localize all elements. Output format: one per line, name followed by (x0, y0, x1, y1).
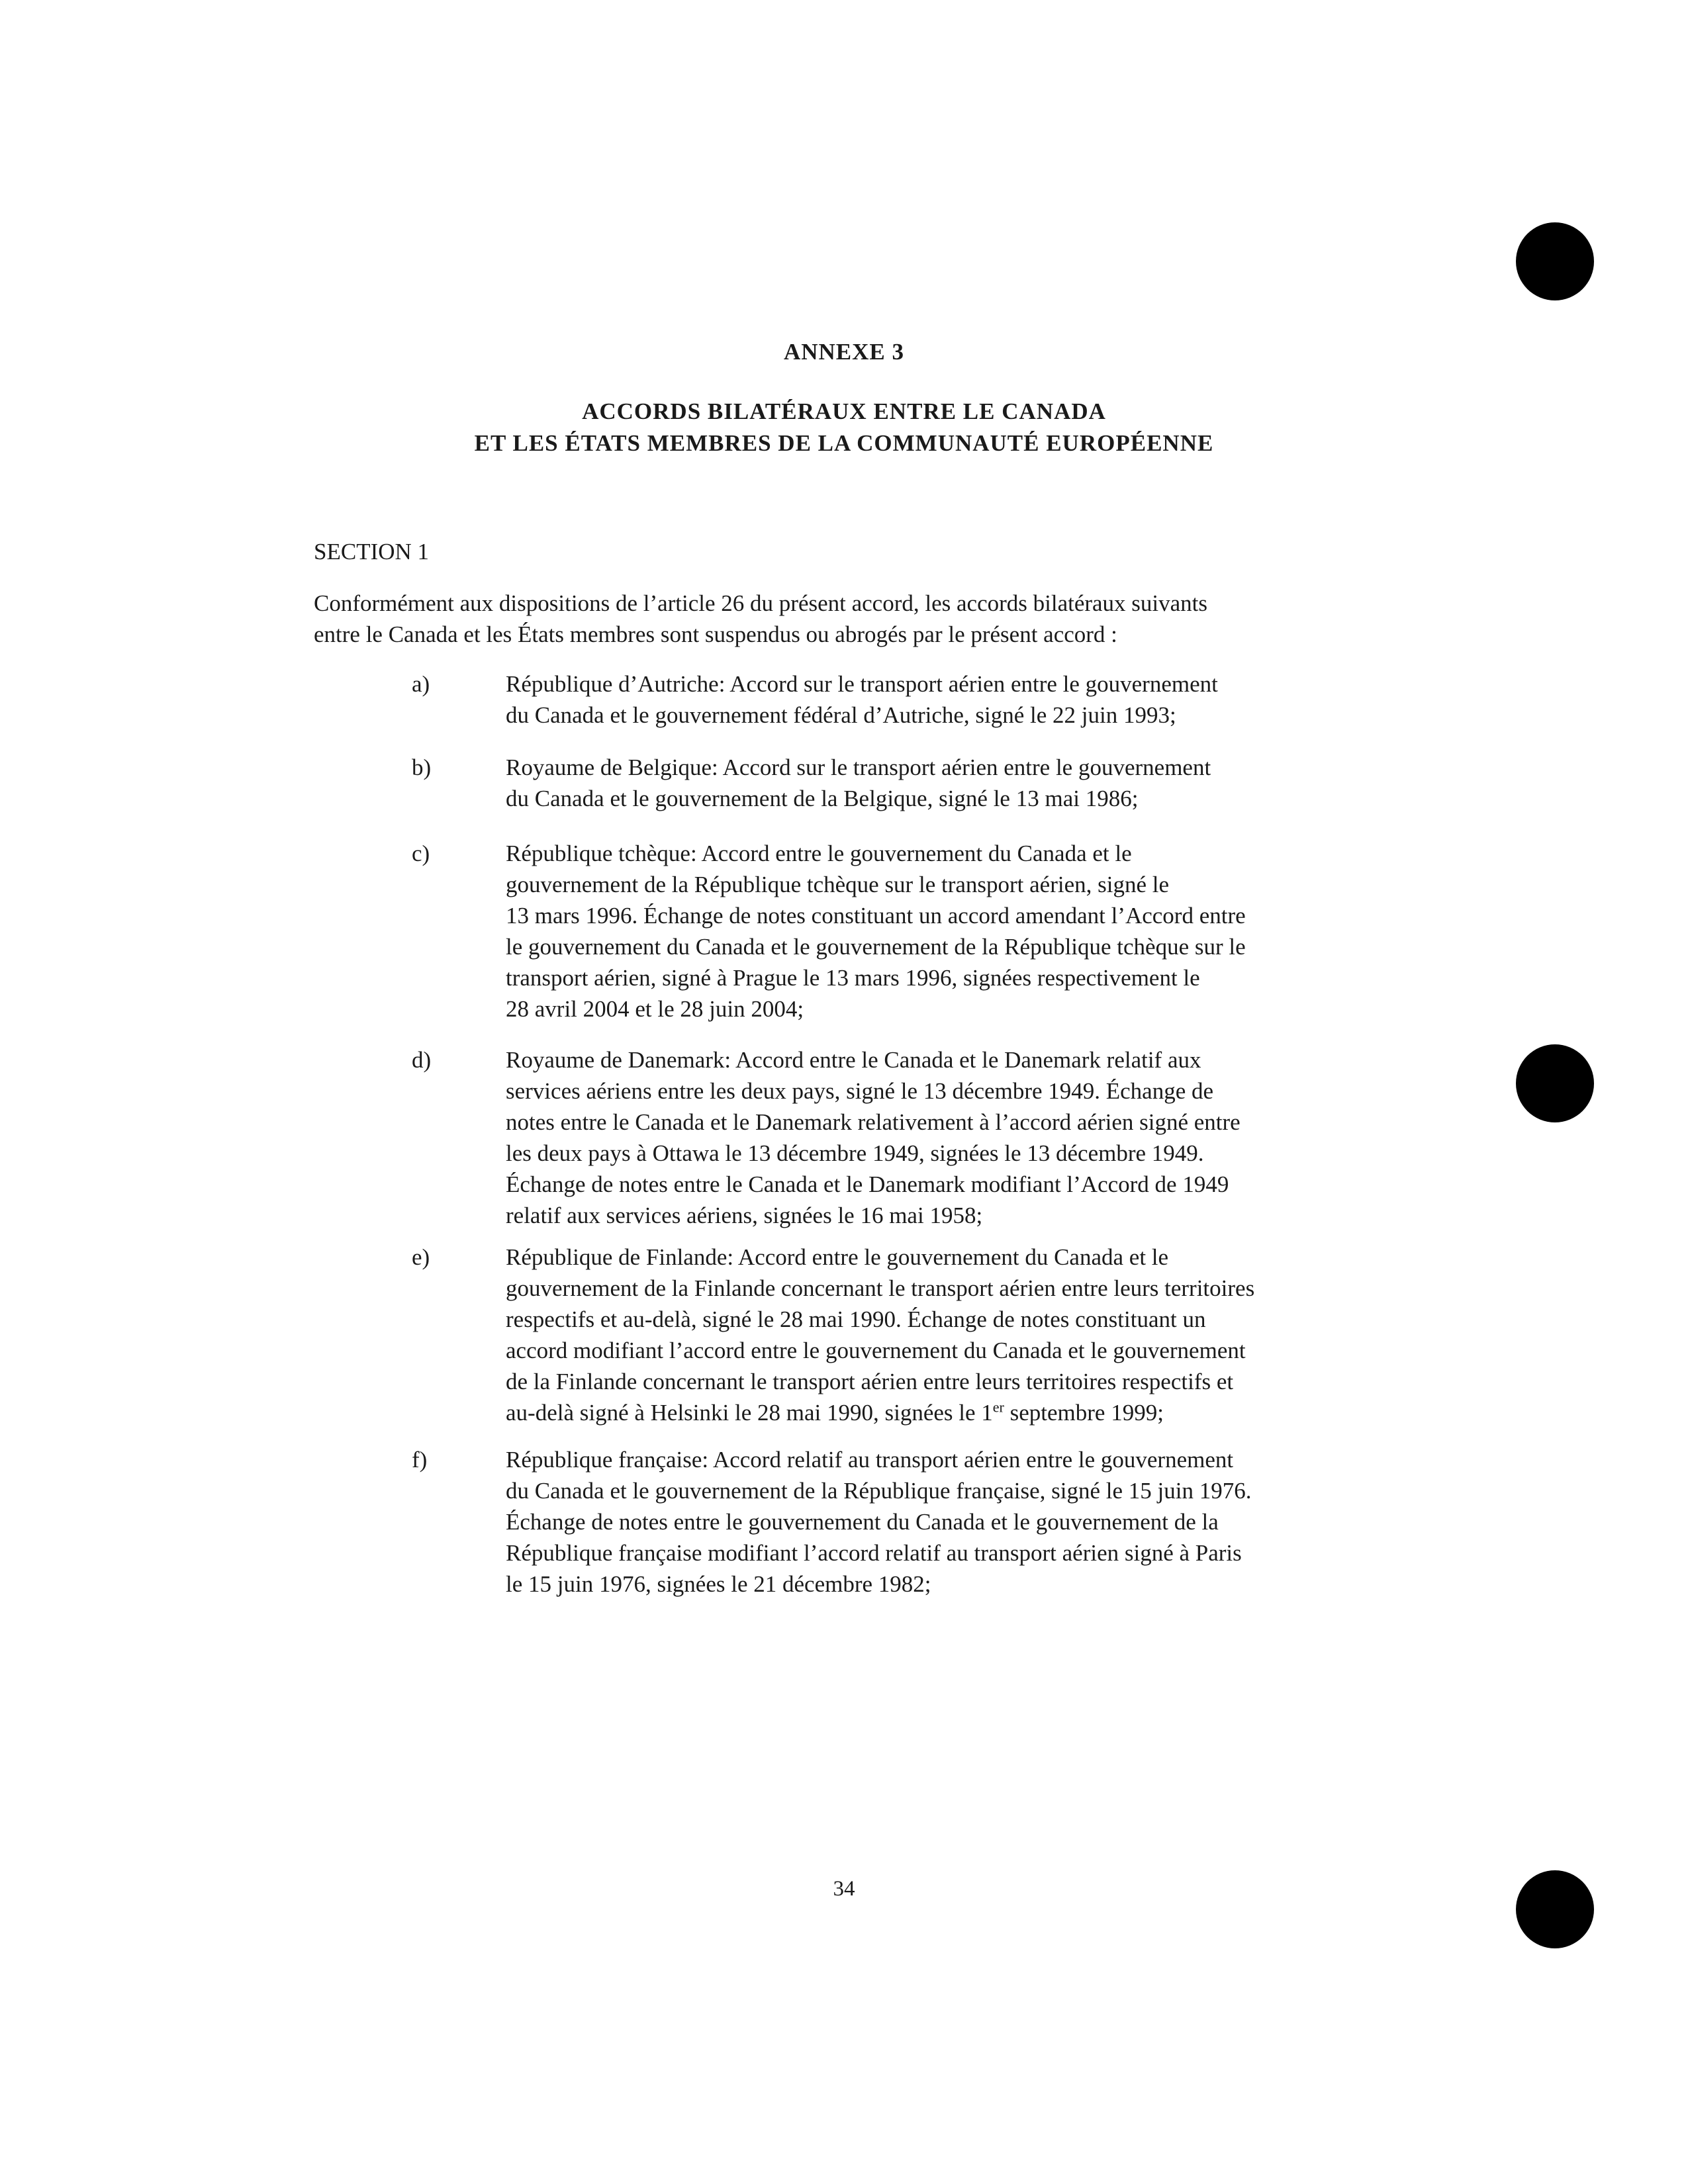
list-item-letter: d) (412, 1047, 432, 1073)
page-number: 34 (833, 1877, 855, 1901)
list-item-text (506, 838, 1432, 1024)
list-item-line: accord modifiant l’accord entre le gouvernement du Canada et le gouvernement (506, 1338, 1246, 1363)
list-item-line: services aériens entre les deux pays, signé le 13 décembre 1949. Échange de (506, 1078, 1214, 1104)
list-item-line: République d’Autriche: Accord sur le transport aérien entre le gouvernement (506, 671, 1218, 697)
list-item-line: République française modifiant l’accord relatif au transport aérien signé à Paris (506, 1540, 1242, 1566)
list-item-line: le 15 juin 1976, signées le 21 décembre 1982; (506, 1571, 931, 1597)
list-item-line: notes entre le Canada et le Danemark relativement à l’accord aérien signé entre (506, 1109, 1241, 1135)
list-item-line-start: au-delà signé à Helsinki le 28 mai 1990, signées le 1 (506, 1400, 993, 1426)
list-item-line (506, 1397, 1432, 1428)
list-item-line: du Canada et le gouvernement de la Belgique, signé le 13 mai 1986; (506, 786, 1139, 811)
list-item-line: transport aérien, signé à Prague le 13 mars 1996, signées respectivement le (506, 965, 1200, 991)
intro-paragraph (314, 588, 1386, 650)
list-item-line: République française: Accord relatif au transport aérien entre le gouvernement (506, 1447, 1234, 1473)
list-item-line: gouvernement de la Finlande concernant le transport aérien entre leurs territoires (506, 1275, 1255, 1301)
punch-hole (1516, 1044, 1594, 1122)
list-item-line: relatif aux services aériens, signées le 16 mai 1958; (506, 1203, 983, 1228)
list-item-line: de la Finlande concernant le transport aérien entre leurs territoires respectifs et (506, 1369, 1234, 1394)
list-item-letter: a) (412, 671, 430, 697)
list-item-letter: c) (412, 841, 430, 866)
list-item-line: Royaume de Danemark: Accord entre le Canada et le Danemark relatif aux (506, 1047, 1201, 1073)
list-item-text (506, 668, 1432, 731)
list-item-line: le gouvernement du Canada et le gouvernement de la République tchèque sur le (506, 934, 1246, 960)
document-title-line: ACCORDS BILATÉRAUX ENTRE LE CANADA (582, 398, 1106, 424)
list-item-letter: b) (412, 754, 432, 780)
list-item-line: du Canada et le gouvernement de la République française, signé le 15 juin 1976. (506, 1478, 1252, 1504)
list-item-line: Échange de notes entre le Canada et le Danemark modifiant l’Accord de 1949 (506, 1171, 1229, 1197)
document-title (0, 396, 1688, 459)
list-item-line: 13 mars 1996. Échange de notes constituant un accord amendant l’Accord entre (506, 903, 1246, 929)
list-item-line-end: septembre 1999; (1004, 1400, 1164, 1426)
list-item-text (506, 1242, 1432, 1428)
list-item-line: Échange de notes entre le gouvernement du Canada et le gouvernement de la (506, 1509, 1219, 1535)
list-item-line: 28 avril 2004 et le 28 juin 2004; (506, 996, 804, 1022)
list-item-line: Royaume de Belgique: Accord sur le transport aérien entre le gouvernement (506, 754, 1211, 780)
list-item-text (506, 752, 1432, 814)
list-item-line: République tchèque: Accord entre le gouvernement du Canada et le (506, 841, 1132, 866)
list-item-line: les deux pays à Ottawa le 13 décembre 1949, signées le 13 décembre 1949. (506, 1140, 1204, 1166)
intro-line: Conformément aux dispositions de l’article 26 du présent accord, les accords bilatéraux suivants (314, 590, 1208, 616)
list-item-line: gouvernement de la République tchèque sur le transport aérien, signé le (506, 872, 1170, 897)
list-item-line: République de Finlande: Accord entre le gouvernement du Canada et le (506, 1244, 1169, 1270)
document-title-line: ET LES ÉTATS MEMBRES DE LA COMMUNAUTÉ EUROPÉENNE (474, 430, 1214, 456)
ordinal-superscript: er (992, 1398, 1004, 1416)
section-heading: SECTION 1 (314, 539, 430, 565)
list-item-line: respectifs et au-delà, signé le 28 mai 1990. Échange de notes constituant un (506, 1306, 1206, 1332)
intro-line: entre le Canada et les États membres sont suspendus ou abrogés par le présent accord : (314, 621, 1117, 647)
list-item-text (506, 1444, 1432, 1600)
list-item-line: du Canada et le gouvernement fédéral d’Autriche, signé le 22 juin 1993; (506, 702, 1176, 728)
list-item-letter: f) (412, 1447, 428, 1473)
punch-hole (1516, 222, 1594, 300)
annex-title: ANNEXE 3 (783, 339, 905, 365)
list-item-text (506, 1044, 1432, 1231)
list-item-letter: e) (412, 1244, 430, 1270)
